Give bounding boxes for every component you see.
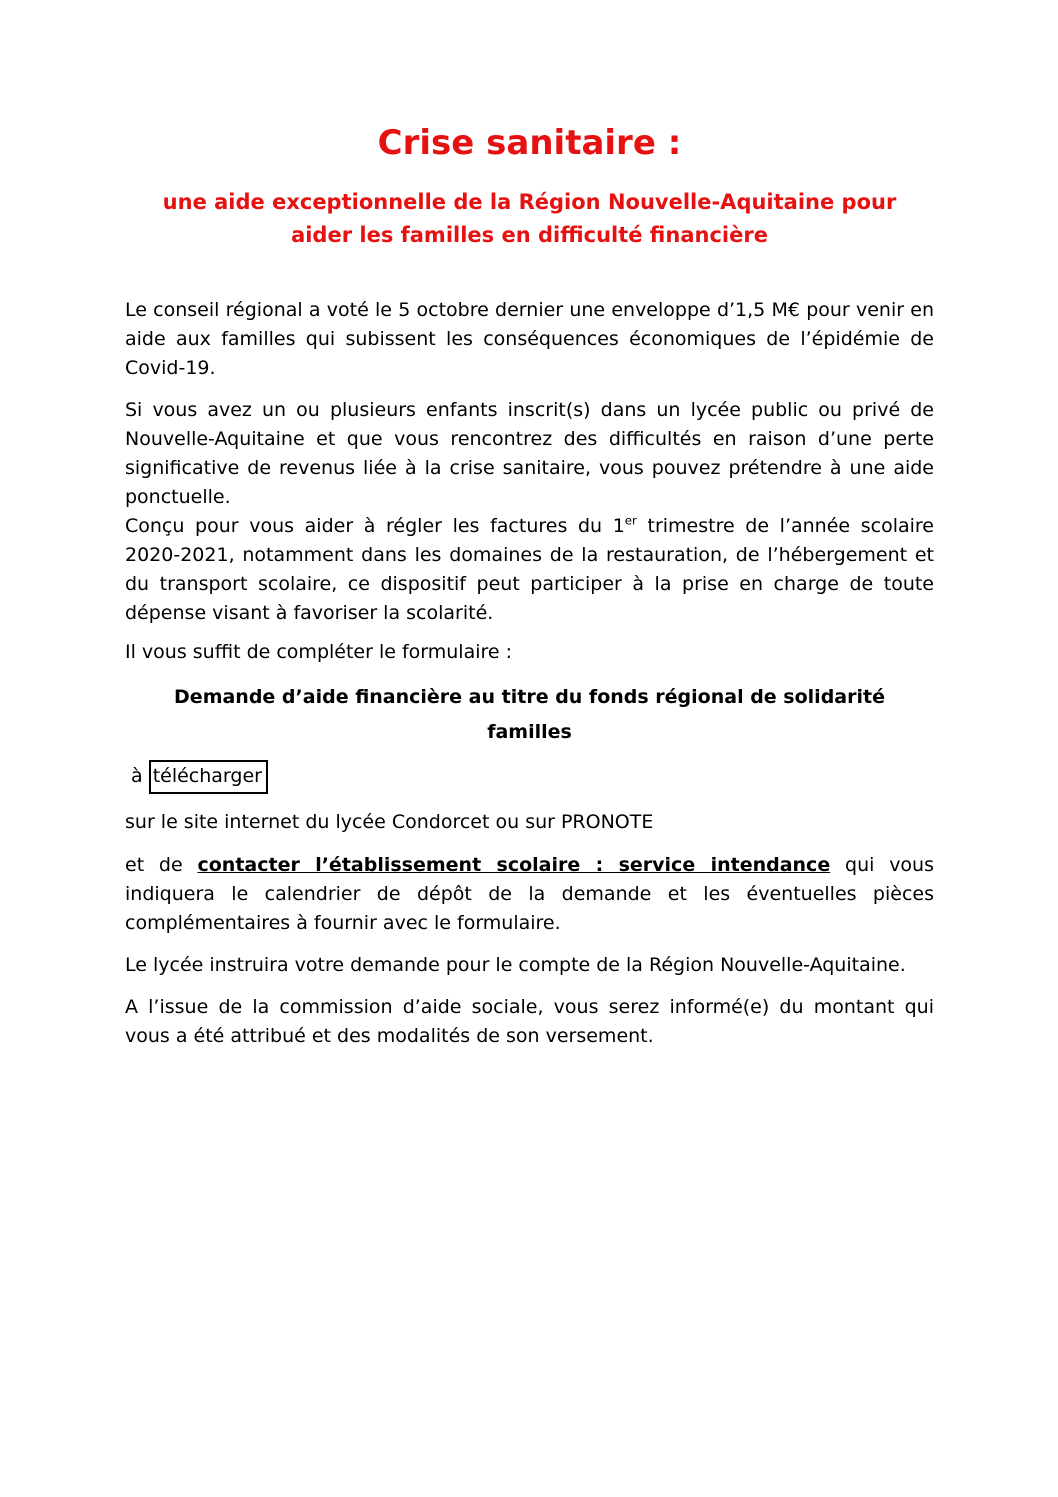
page-title: Crise sanitaire : — [377, 123, 682, 163]
paragraph-contact — [125, 851, 934, 938]
purpose-text-before: Conçu pour vous aider à régler les factures du 1 — [125, 515, 625, 537]
download-prefix: à — [131, 765, 149, 787]
form-title-line-2: familles — [487, 721, 572, 743]
contact-text-after: qui vous indiquera le calendrier de dépôt de la demande et les éventuelles pièces complémentaires à fournir avec le formulaire. — [125, 854, 935, 934]
purpose-text-after: trimestre de l’année scolaire 2020-2021, notamment dans les domaines de la restauration, de l’hébergement et du transport scolaire, ce dispositif peut participer à la prise en charge de toute dépense visant à favoriser la scolarité. — [125, 515, 934, 624]
contact-text-before: et de — [125, 854, 198, 876]
page-subtitle — [125, 186, 934, 252]
contact-emphasis: contacter l’établissement scolaire : service intendance — [197, 854, 831, 876]
paragraph-website: sur le site internet du lycée Condorcet ou sur PRONOTE — [125, 811, 654, 833]
form-title — [125, 680, 934, 750]
ordinal-superscript: er — [624, 513, 637, 528]
download-link[interactable]: télécharger — [149, 760, 268, 794]
paragraph-budget: Le conseil régional a voté le 5 octobre dernier une enveloppe d’1,5 M€ pour venir en aide aux familles qui subissent les conséquences économiques de l’épidémie de Covid-19. — [125, 299, 934, 379]
paragraph-outcome: A l’issue de la commission d’aide sociale, vous serez informé(e) du montant qui vous a été attribué et des modalités de son versement. — [125, 996, 934, 1047]
paragraph-form-intro: Il vous suffit de compléter le formulaire : — [125, 641, 513, 663]
download-line — [125, 760, 934, 794]
subtitle-line-1: une aide exceptionnelle de la Région Nouvelle-Aquitaine pour — [162, 190, 897, 214]
paragraph-purpose — [125, 512, 934, 628]
paragraph-eligibility: Si vous avez un ou plusieurs enfants inscrit(s) dans un lycée public ou privé de Nouvelle-Aquitaine et que vous rencontrez des difficultés en raison d’une perte significative de revenus liée à la crise sanitaire, vous pouvez prétendre à une aide ponctuelle. — [125, 399, 934, 508]
form-title-line-1: Demande d’aide financière au titre du fonds régional de solidarité — [174, 686, 885, 708]
paragraph-processing: Le lycée instruira votre demande pour le compte de la Région Nouvelle-Aquitaine. — [125, 954, 906, 976]
subtitle-line-2: aider les familles en difficulté financière — [291, 223, 768, 247]
